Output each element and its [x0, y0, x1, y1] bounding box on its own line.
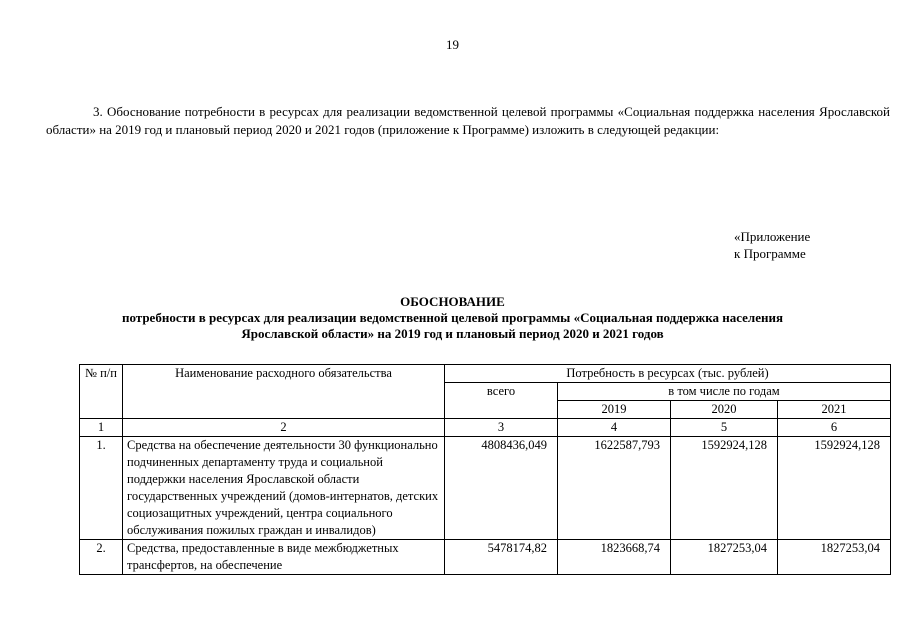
col-number: 6	[778, 419, 891, 437]
row-name: Средства, предоставленные в виде межбюджетных трансфертов, на обеспечение	[123, 540, 445, 575]
heading-subtitle-1: потребности в ресурсах для реализации ведомственной целевой программы «Социальная поддержка населения	[121, 310, 784, 325]
header-need: Потребность в ресурсах (тыс. рублей)	[445, 365, 891, 383]
header-by-years: в том числе по годам	[558, 383, 891, 401]
header-num: № п/п	[80, 365, 123, 419]
header-year-2019: 2019	[558, 401, 671, 419]
row-num: 1.	[80, 437, 123, 540]
col-number: 3	[445, 419, 558, 437]
col-number: 1	[80, 419, 123, 437]
row-2021: 1827253,04	[778, 540, 891, 575]
row-2020: 1592924,128	[671, 437, 778, 540]
col-number: 2	[123, 419, 445, 437]
body-paragraph: 3. Обоснование потребности в ресурсах для реализации ведомственной целевой программы «Социальная поддержка населения Ярославской области» на 2019 год и плановый период 2020 и 2021 годов (приложение к Программе) изложить в следующей редакции:	[46, 104, 890, 137]
header-name: Наименование расходного обязательства	[123, 365, 445, 419]
row-total: 4808436,049	[445, 437, 558, 540]
header-year-2020: 2020	[671, 401, 778, 419]
table-header-row-1	[80, 365, 891, 383]
row-2021: 1592924,128	[778, 437, 891, 540]
resources-table	[79, 364, 891, 575]
heading-subtitle-2: Ярославской области» на 2019 год и плановый период 2020 и 2021 годов	[241, 326, 664, 341]
header-year-2021: 2021	[778, 401, 891, 419]
appendix-line-1: «Приложение	[734, 229, 811, 244]
table-row	[80, 540, 891, 575]
col-number: 5	[671, 419, 778, 437]
heading-title: ОБОСНОВАНИЕ	[400, 294, 505, 309]
header-total: всего	[445, 383, 558, 419]
document-heading	[0, 294, 905, 342]
column-number-row	[80, 419, 891, 437]
appendix-line-2: к Программе	[734, 246, 806, 261]
page-number: 19	[446, 37, 459, 52]
row-2020: 1827253,04	[671, 540, 778, 575]
row-2019: 1823668,74	[558, 540, 671, 575]
table-row	[80, 437, 891, 540]
row-num: 2.	[80, 540, 123, 575]
appendix-note	[734, 228, 810, 262]
row-name: Средства на обеспечение деятельности 30 функционально подчиненных департаменту труда и социальной поддержки населения Ярославской области государственных учреждений (домов-интернатов, детских социозащитных учреждений, центра социального обслуживания пожилых граждан и инвалидов)	[123, 437, 445, 540]
row-2019: 1622587,793	[558, 437, 671, 540]
row-total: 5478174,82	[445, 540, 558, 575]
col-number: 4	[558, 419, 671, 437]
